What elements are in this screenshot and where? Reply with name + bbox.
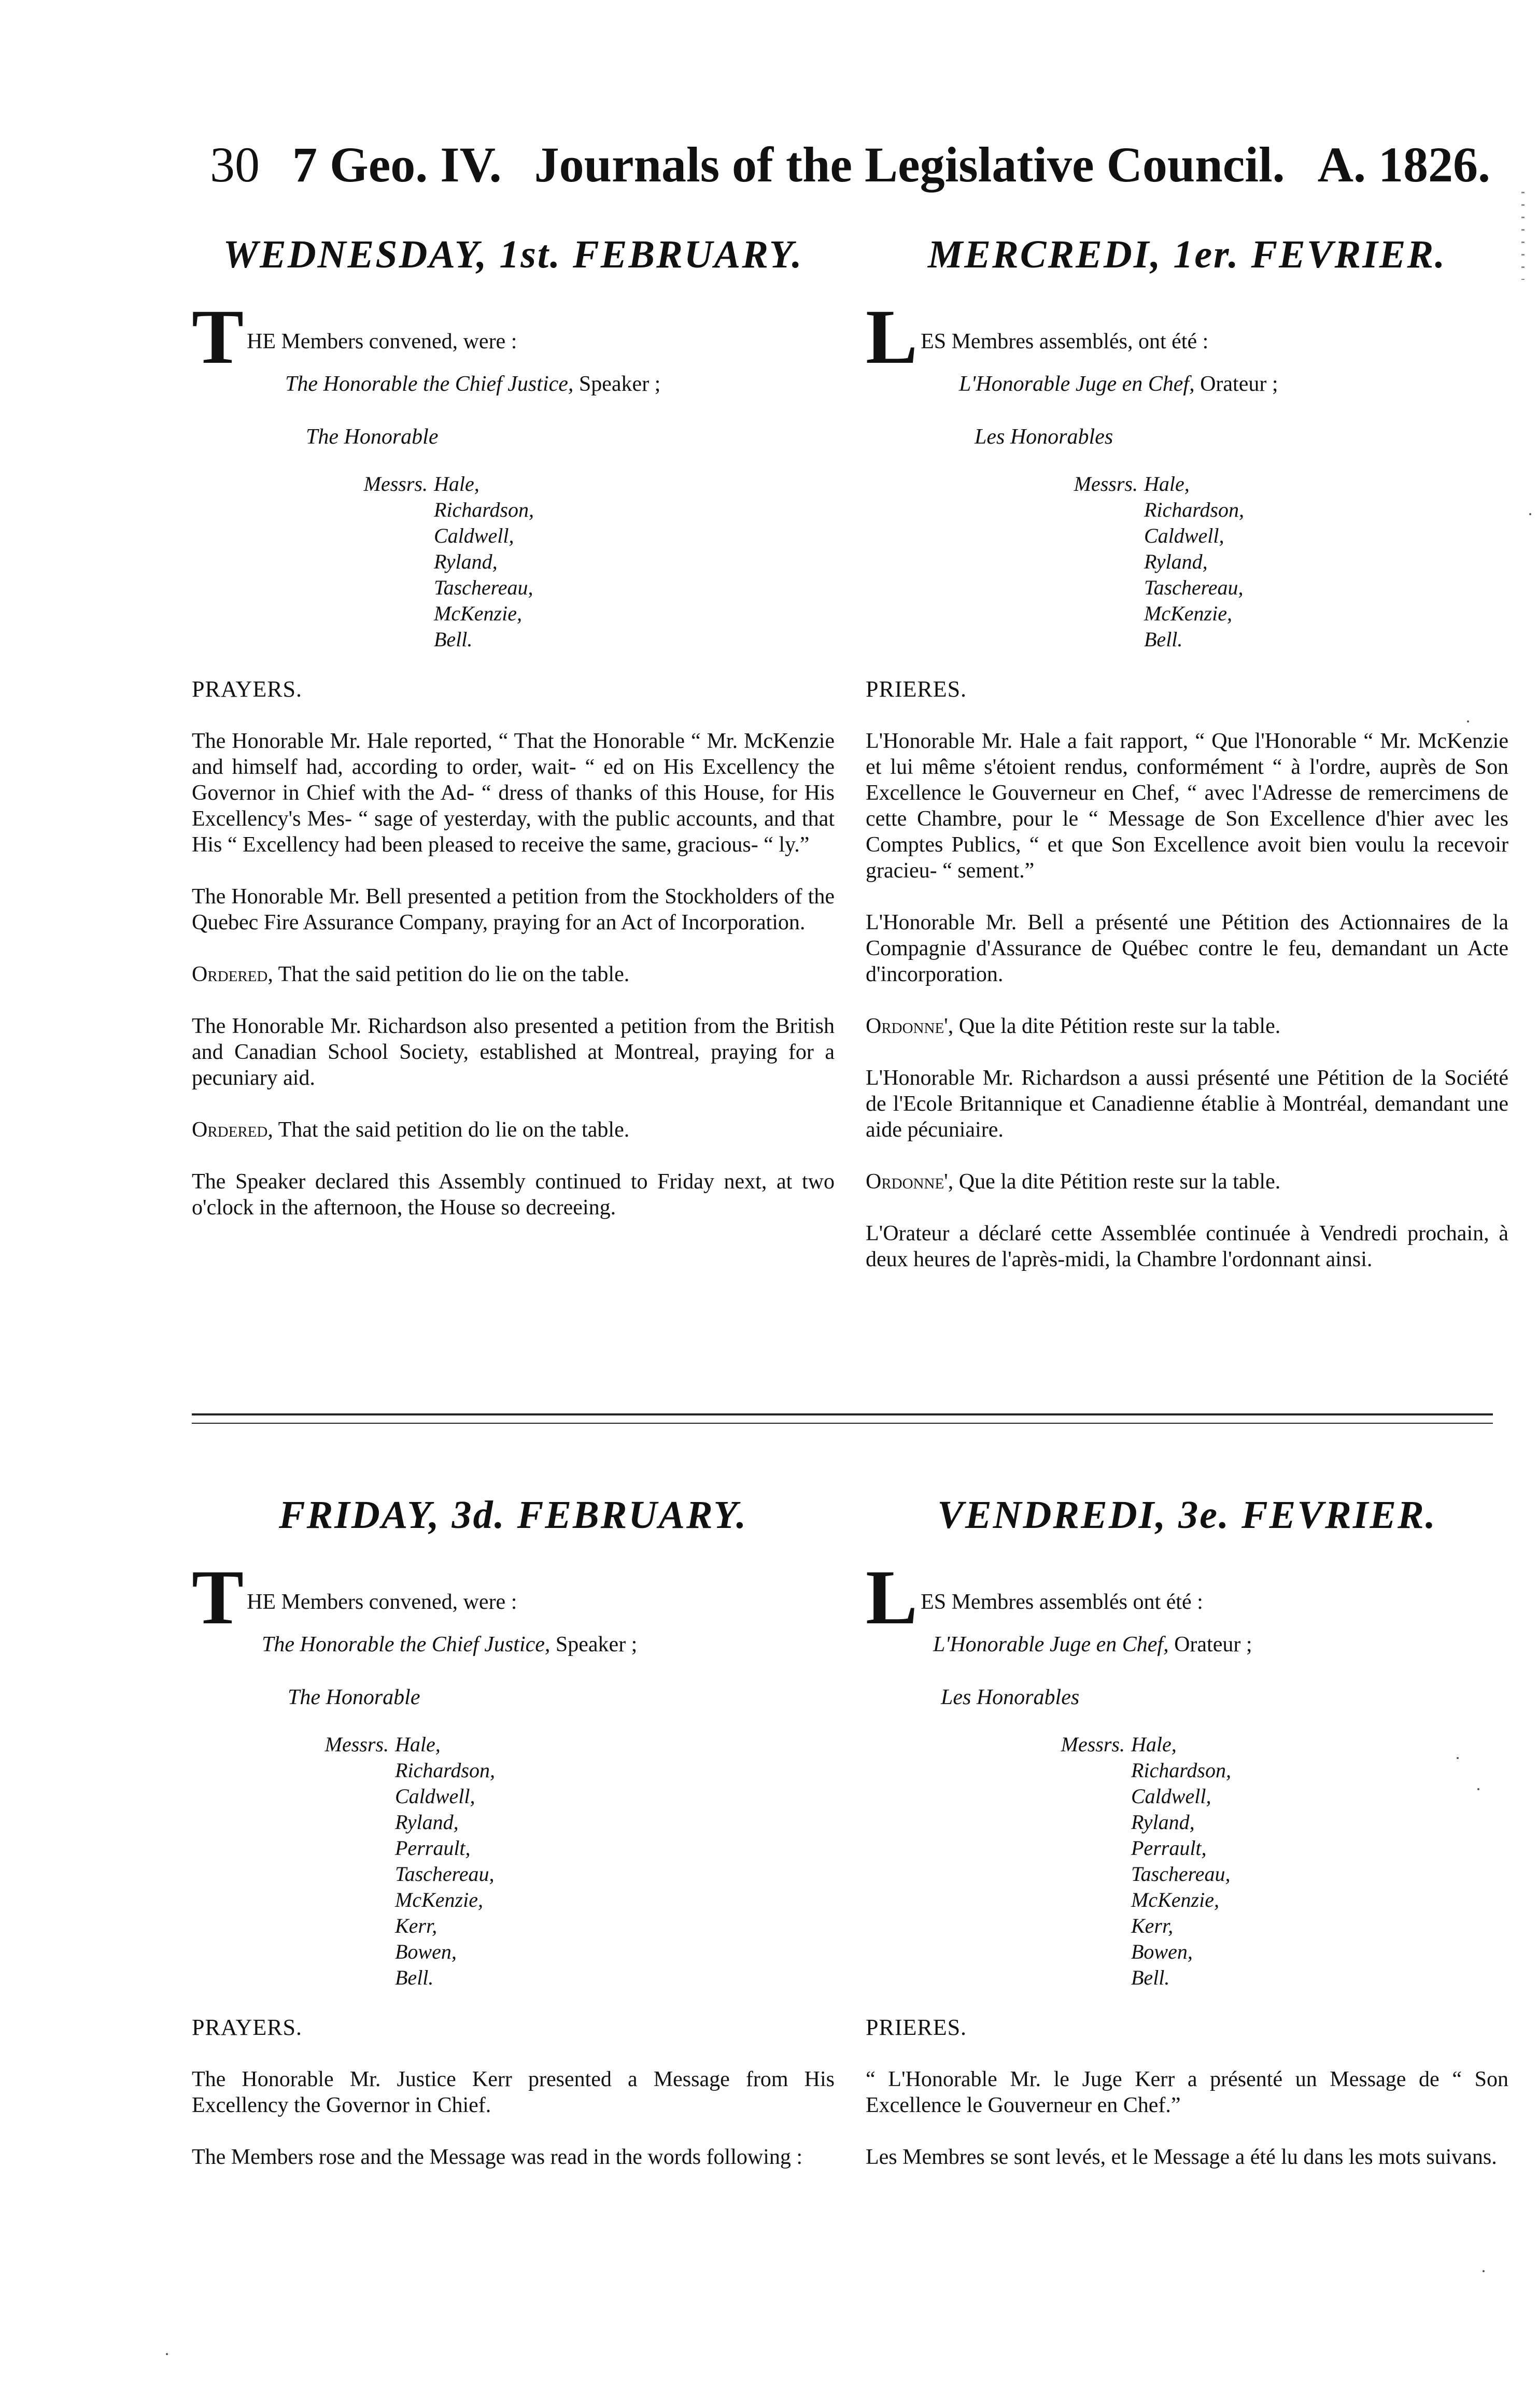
paragraph: The Honorable Mr. Justice Kerr presented a Message from His Excellency the Governor in Chief. <box>192 2067 835 2117</box>
speaker-line: L'Honorable Juge en Chef, Orateur ; <box>959 372 1278 396</box>
members-list: Messrs. Hale, Richardson, Caldwell, Ryland, Taschereau, McKenzie, Bell. <box>363 472 534 651</box>
drop-cap: T <box>192 1554 244 1640</box>
prayers-heading: PRAYERS. <box>192 676 303 702</box>
opening-line: T HE Members convened, were : <box>192 294 517 380</box>
paragraph: Ordonne', Que la dite Pétition reste sur la table. <box>866 1014 1281 1038</box>
paragraph: The Speaker declared this Assembly continued to Friday next, at two o'clock in the afternoon, the House so decreeing. <box>192 1170 835 1220</box>
section-divider <box>192 1423 1493 1424</box>
scan-speck <box>1483 2270 1485 2272</box>
speaker-line: The Honorable the Chief Justice, Speaker ; <box>262 1633 638 1656</box>
honorables-label: The Honorable <box>306 425 439 449</box>
paragraph: The Honorable Mr. Hale reported, “ That the Honorable “ Mr. McKenzie and himself had, according to order, wait- “ ed on His Excellency the Governor in Chief with the Ad- “ dress of thanks of this House, for His Excellency's Mes- “ sage of yesterday, with the public accounts, and that His “ Excellency had been pleased to receive the same, gracious- “ ly.” <box>192 729 835 857</box>
page-number: 30 <box>210 137 260 192</box>
opening-line: L ES Membres assemblés ont été : <box>866 1554 1203 1640</box>
paragraph: L'Orateur a déclaré cette Assemblée continuée à Vendredi prochain, à deux heures de l'après-midi, la Chambre l'ordonnant ainsi. <box>866 1222 1508 1271</box>
paragraph: The Honorable Mr. Bell presented a petition from the Stockholders of the Quebec Fire Assurance Company, praying for an Act of Incorporation. <box>192 885 835 934</box>
paragraph: “ L'Honorable Mr. le Juge Kerr a présenté un Message de “ Son Excellence le Gouverneur en Chef.” <box>866 2067 1508 2117</box>
session2-french-column <box>866 1493 1508 2192</box>
speaker-line: The Honorable the Chief Justice, Speaker ; <box>285 372 661 396</box>
day-heading: VENDREDI, 3e. FEVRIER. <box>937 1493 1437 1537</box>
drop-cap: L <box>866 1554 918 1640</box>
session2-english-column <box>192 1493 835 2192</box>
honorables-label: Les Honorables <box>975 425 1113 449</box>
prayers-heading: PRIERES. <box>866 2015 967 2040</box>
margin-marks <box>1521 192 1525 280</box>
honorables-label: The Honorable <box>288 1685 420 1709</box>
members-list: Messrs. Hale, Richardson, Caldwell, Ryland, Perrault, Taschereau, McKenzie, Kerr, Bowen, Bell. <box>324 1733 495 1989</box>
reign-year: 7 Geo. IV. <box>292 137 502 192</box>
drop-cap: L <box>866 294 918 380</box>
paragraph: L'Honorable Mr. Hale a fait rapport, “ Que l'Honorable “ Mr. McKenzie et lui même s'étoient rendus, conformément “ à l'ordre, auprès de Son Excellence le Gouverneur en Chef, “ avec l'Adresse de remercimens de cette Chambre, pour le “ Message de Son Excellence d'hier avec les Comptes Publics, “ et que Son Excellence avoit bien voulu la recevoir gracieu- “ sement.” <box>866 729 1508 883</box>
drop-cap: T <box>192 294 244 380</box>
scan-speck <box>1529 513 1531 515</box>
opening-line: T HE Members convened, were : <box>192 1554 517 1640</box>
year: A. 1826. <box>1317 137 1490 192</box>
scan-speck <box>1477 1788 1479 1790</box>
opening-line: L ES Membres assemblés, ont été : <box>866 294 1209 380</box>
paragraph: Les Membres se sont levés, et le Message a été lu dans les mots suivans. <box>866 2145 1497 2169</box>
speaker-line: L'Honorable Juge en Chef, Orateur ; <box>933 1633 1252 1656</box>
scan-speck <box>1457 1757 1459 1759</box>
day-heading: FRIDAY, 3d. FEBRUARY. <box>278 1493 748 1537</box>
session1-english-column <box>192 232 835 1242</box>
prayers-heading: PRAYERS. <box>192 2015 303 2040</box>
session1-french-column <box>866 232 1508 1294</box>
day-heading: MERCREDI, 1er. FEVRIER. <box>927 233 1447 276</box>
members-list: Messrs. Hale, Richardson, Caldwell, Ryland, Perrault, Taschereau, McKenzie, Kerr, Bowen, Bell. <box>1061 1733 1231 1989</box>
page-header <box>210 136 1490 208</box>
day-heading: WEDNESDAY, 1st. FEBRUARY. <box>223 233 803 276</box>
members-list: Messrs. Hale, Richardson, Caldwell, Ryland, Taschereau, McKenzie, Bell. <box>1074 472 1244 651</box>
paragraph: Ordered, That the said petition do lie on the table. <box>192 1118 630 1142</box>
paragraph: L'Honorable Mr. Richardson a aussi présenté une Pétition de la Société de l'Ecole Britannique et Canadienne établie à Montréal, demandant une aide pécuniaire. <box>866 1066 1508 1142</box>
paragraph: Ordered, That the said petition do lie on the table. <box>192 962 630 986</box>
honorables-label: Les Honorables <box>941 1685 1080 1709</box>
paragraph: The Honorable Mr. Richardson also presented a petition from the British and Canadian School Society, established at Montreal, praying for a pecuniary aid. <box>192 1014 835 1090</box>
paragraph: L'Honorable Mr. Bell a présenté une Pétition des Actionnaires de la Compagnie d'Assurance de Québec contre le feu, demandant un Acte d'incorporation. <box>866 911 1508 986</box>
prayers-heading: PRIERES. <box>866 676 967 702</box>
section-divider <box>192 1413 1493 1415</box>
paragraph: The Members rose and the Message was read in the words following : <box>192 2145 803 2169</box>
journal-title: Journals of the Legislative Council. <box>534 137 1285 192</box>
paragraph: Ordonne', Que la dite Pétition reste sur la table. <box>866 1170 1281 1194</box>
scan-speck <box>166 2353 168 2355</box>
scan-speck <box>1467 720 1469 723</box>
